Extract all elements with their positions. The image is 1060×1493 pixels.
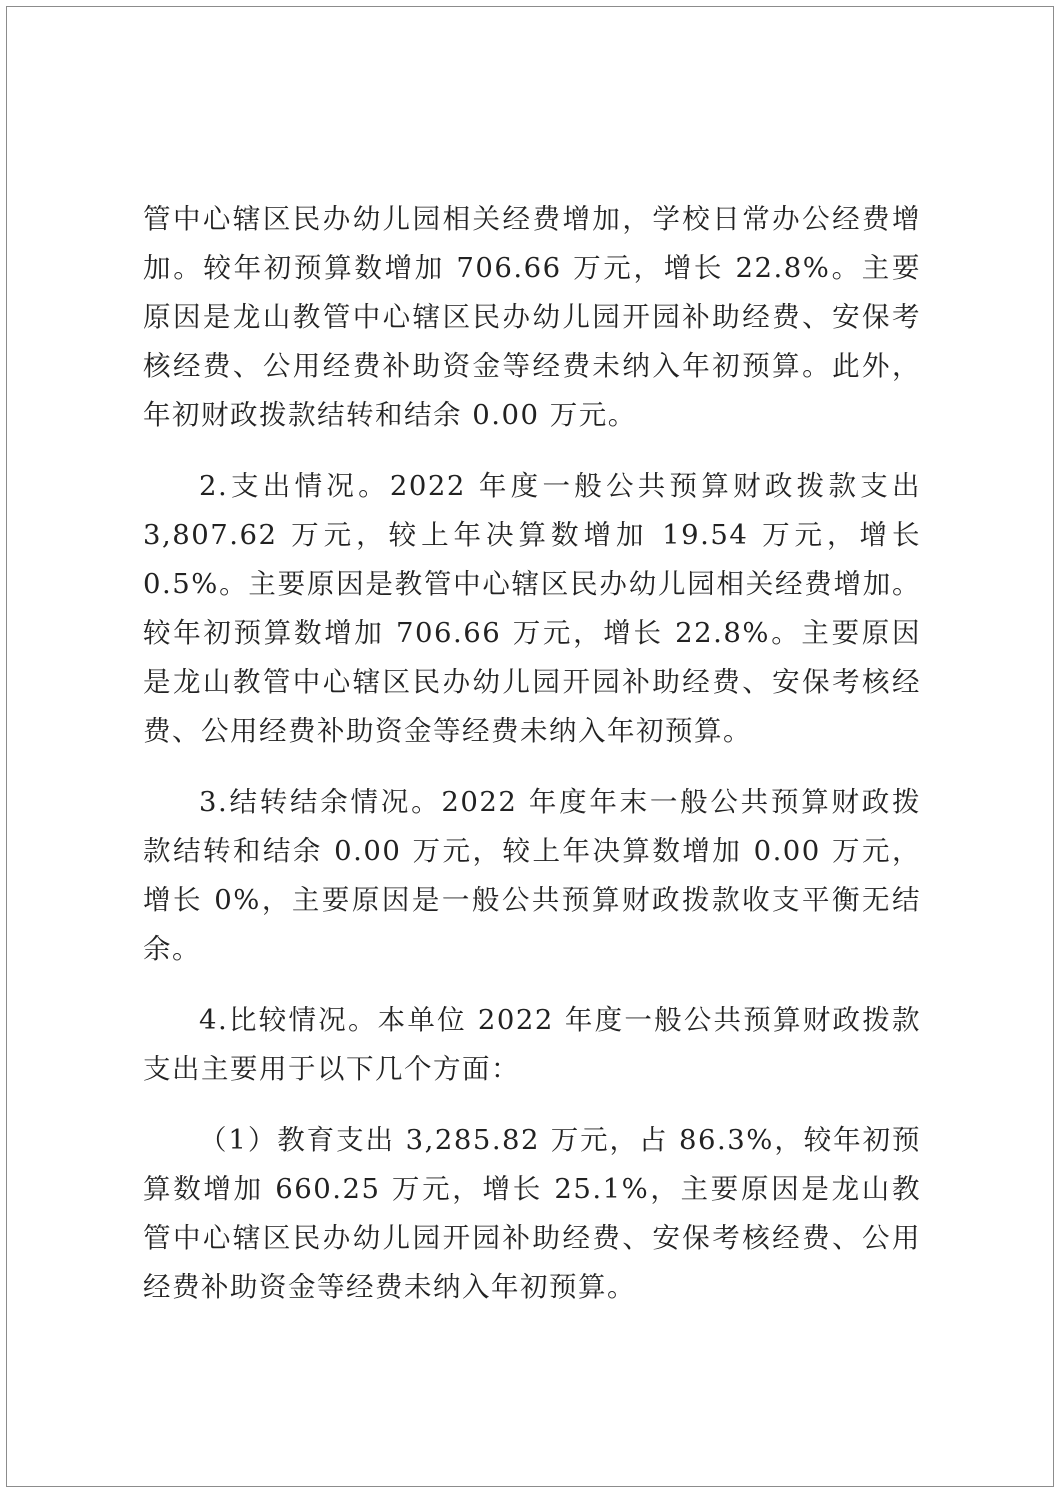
paragraph-expenditure: 2.支出情况。2022 年度一般公共预算财政拨款支出 3,807.62 万元，较上年决算数增加 19.54 万元，增长 0.5%。主要原因是教管中心辖区民办幼儿园相关经费增加。较年初预算数增加 706.66 万元，增长 22.8%。主要原因是龙山教管中心辖区民办幼儿园开园补助经费、安保考核经费、公用经费补助资金等经费未纳入年初预算。	[143, 470, 921, 747]
paragraph-carryover: 3.结转结余情况。2022 年度年末一般公共预算财政拨款结转和结余 0.00 万元，较上年决算数增加 0.00 万元，增长 0%，主要原因是一般公共预算财政拨款收支平衡无结余。	[143, 786, 921, 965]
paragraph-education-expenditure: （1）教育支出 3,285.82 万元，占 86.3%，较年初预算数增加 660.25 万元，增长 25.1%，主要原因是龙山教管中心辖区民办幼儿园开园补助经费、安保考核经费、公用经费补助资金等经费未纳入年初预算。	[143, 1124, 921, 1303]
document-body	[143, 195, 921, 1312]
paragraph-income-continuation: 管中心辖区民办幼儿园相关经费增加，学校日常办公经费增加。较年初预算数增加 706.66 万元，增长 22.8%。主要原因是龙山教管中心辖区民办幼儿园开园补助经费、安保考核经费、公用经费补助资金等经费未纳入年初预算。此外，年初财政拨款结转和结余 0.00 万元。	[143, 203, 921, 431]
paragraph-comparison: 4.比较情况。本单位 2022 年度一般公共预算财政拨款支出主要用于以下几个方面：	[143, 1004, 921, 1085]
